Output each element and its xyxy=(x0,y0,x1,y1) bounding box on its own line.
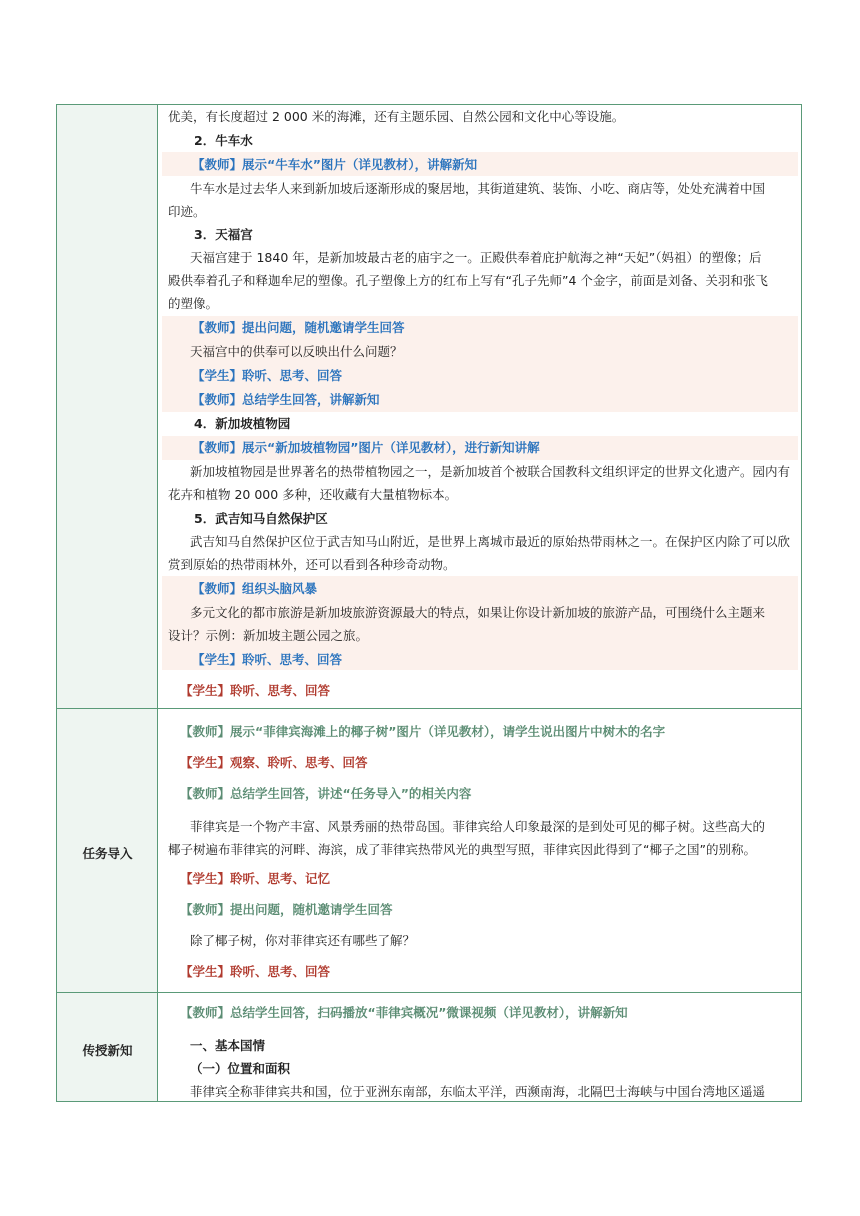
section-heading: 5．武吉知马自然保护区 xyxy=(194,511,328,526)
paragraph-line: 设计？示例：新加坡主题公园之旅。 xyxy=(168,628,369,643)
row-label-new-knowledge: 传授新知 xyxy=(82,1043,133,1058)
subsection-heading: （一）位置和面积 xyxy=(190,1061,291,1076)
paragraph-line: 菲律宾全称菲律宾共和国，位于亚洲东南部，东临太平洋，西濒南海，北隔巴士海峡与中国台湾地区遥遥 xyxy=(190,1084,766,1099)
paragraph-line: 除了椰子树，你对菲律宾还有哪些了解？ xyxy=(190,933,416,948)
teacher-instruction: 【教师】总结学生回答，扫码播放“菲律宾概况”微课视频（详见教材），讲解新知 xyxy=(180,1005,628,1020)
teacher-instruction: 【教师】提出问题，随机邀请学生回答 xyxy=(192,320,405,335)
teacher-instruction: 【教师】展示“新加坡植物园”图片（详见教材），进行新知讲解 xyxy=(192,440,540,455)
student-activity: 【学生】聆听、思考、回答 xyxy=(180,683,331,698)
teacher-instruction: 【教师】总结学生回答，讲述“任务导入”的相关内容 xyxy=(180,786,472,801)
section-heading: 2．牛车水 xyxy=(194,133,253,148)
student-activity: 【学生】观察、聆听、思考、回答 xyxy=(180,755,368,770)
student-activity: 【学生】聆听、思考、记忆 xyxy=(180,871,331,886)
teacher-instruction: 【教师】总结学生回答，讲解新知 xyxy=(192,392,380,407)
row-label-task-intro: 任务导入 xyxy=(82,846,133,861)
teacher-instruction: 【教师】展示“牛车水”图片（详见教材），讲解新知 xyxy=(192,157,478,172)
section-heading: 3．天福宫 xyxy=(194,227,253,242)
student-activity: 【学生】聆听、思考、回答 xyxy=(192,368,343,383)
paragraph-line: 椰子树遍布菲律宾的河畔、海滨，成了菲律宾热带风光的典型写照，菲律宾因此得到了“椰子之国”的别称。 xyxy=(168,842,756,857)
paragraph-line: 印迹。 xyxy=(168,204,206,219)
paragraph-line: 新加坡植物园是世界著名的热带植物园之一，是新加坡首个被联合国教科文组织评定的世界文化遗产。园内有 xyxy=(190,464,791,479)
paragraph-line: 武吉知马自然保护区位于武吉知马山附近，是世界上离城市最近的原始热带雨林之一。在保护区内除了可以欣 xyxy=(190,534,791,549)
paragraph-line: 的塑像。 xyxy=(168,296,219,311)
row-divider xyxy=(57,992,801,993)
paragraph-line: 赏到原始的热带雨林外，还可以看到各种珍奇动物。 xyxy=(168,557,456,572)
paragraph-line: 花卉和植物 20 000 多种，还收藏有大量植物标本。 xyxy=(168,487,458,502)
student-activity: 【学生】聆听、思考、回答 xyxy=(180,964,331,979)
student-activity: 【学生】聆听、思考、回答 xyxy=(192,652,343,667)
label-column xyxy=(57,105,158,1101)
row-divider xyxy=(57,708,801,709)
paragraph-line: 天福宫建于 1840 年，是新加坡最古老的庙宇之一。正殿供奉着庇护航海之神“天妃”（妈祖）的塑像；后 xyxy=(190,250,762,265)
teacher-instruction: 【教师】提出问题，随机邀请学生回答 xyxy=(180,902,393,917)
teacher-instruction: 【教师】展示“菲律宾海滩上的椰子树”图片（详见教材），请学生说出图片中树木的名字 xyxy=(180,724,666,739)
section-heading: 一、基本国情 xyxy=(190,1038,266,1053)
paragraph-line: 殿供奉着孔子和释迦牟尼的塑像。孔子塑像上方的红布上写有“孔子先师”4 个金字，前面是刘备、关羽和张飞 xyxy=(168,273,768,288)
paragraph-line: 牛车水是过去华人来到新加坡后逐渐形成的聚居地，其街道建筑、装饰、小吃、商店等，处处充满着中国 xyxy=(190,181,766,196)
teacher-instruction: 【教师】组织头脑风暴 xyxy=(192,581,318,596)
paragraph-line: 优美，有长度超过 2 000 米的海滩，还有主题乐园、自然公园和文化中心等设施。 xyxy=(168,109,625,124)
section-heading: 4．新加坡植物园 xyxy=(194,416,291,431)
paragraph-line: 多元文化的都市旅游是新加坡旅游资源最大的特点，如果让你设计新加坡的旅游产品，可围绕什么主题来 xyxy=(190,605,766,620)
paragraph-line: 菲律宾是一个物产丰富、风景秀丽的热带岛国。菲律宾给人印象最深的是到处可见的椰子树。这些高大的 xyxy=(190,819,766,834)
paragraph-line: 天福宫中的供奉可以反映出什么问题？ xyxy=(190,344,403,359)
